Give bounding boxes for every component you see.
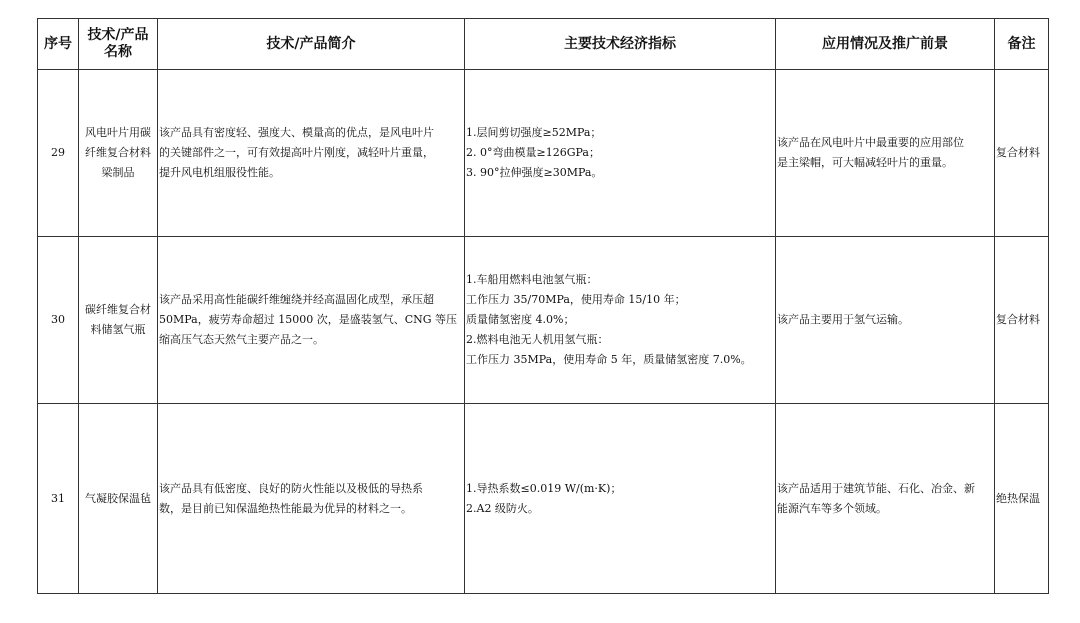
application-line: 能源汽车等多个领域。 <box>777 501 887 515</box>
header-name-line1: 技术/产品 <box>87 27 149 43</box>
indicator-line: 2.A2 级防火。 <box>466 501 539 515</box>
product-table <box>37 18 1049 594</box>
row-intro <box>158 70 465 237</box>
table-row <box>38 404 1049 594</box>
header-row <box>38 19 1049 70</box>
header-index: 序号 <box>38 19 79 70</box>
header-application: 应用情况及推广前景 <box>776 19 995 70</box>
indicator-line: 工作压力 35MPa，使用寿命 5 年，质量储氢密度 7.0%。 <box>466 353 752 366</box>
name-line: 纤维复合材料 <box>85 146 151 159</box>
indicator-line: 质量储氢密度 4.0%； <box>466 313 575 326</box>
row-name <box>79 404 158 594</box>
header-name <box>79 19 158 70</box>
header-name-line2: 名称 <box>104 44 132 60</box>
row-indicators <box>465 404 776 594</box>
intro-line: 数，是目前已知保温绝热性能最为优异的材料之一。 <box>159 501 412 515</box>
indicator-line: 1.层间剪切强度≥52MPa； <box>466 126 602 139</box>
application-line: 该产品在风电叶片中最重要的应用部位 <box>777 136 964 149</box>
table-row <box>38 237 1049 404</box>
indicator-line: 3. 90°拉伸强度≥30MPa。 <box>466 166 603 179</box>
indicator-line: 2. 0°弯曲模量≥126GPa； <box>466 146 600 159</box>
name-line: 梁制品 <box>101 166 135 179</box>
application-line: 该产品适用于建筑节能、石化、冶金、新 <box>777 481 975 495</box>
indicator-line: 2.燃料电池无人机用氢气瓶： <box>466 333 609 346</box>
intro-line: 该产品具有低密度、良好的防火性能以及极低的导热系 <box>159 481 423 495</box>
intro-line: 的关键部件之一，可有效提高叶片刚度，减轻叶片重量， <box>159 146 434 159</box>
row-note: 复合材料 <box>995 237 1049 404</box>
table-row <box>38 70 1049 237</box>
row-name <box>79 237 158 404</box>
row-intro <box>158 404 465 594</box>
intro-line: 该产品采用高性能碳纤维缠绕并经高温固化成型，承压超 <box>159 293 434 306</box>
row-name <box>79 70 158 237</box>
row-application <box>776 404 995 594</box>
application-line: 是主梁帽，可大幅减轻叶片的重量。 <box>777 156 953 169</box>
row-application <box>776 70 995 237</box>
row-index: 30 <box>38 237 79 404</box>
indicator-line: 工作压力 35/70MPa，使用寿命 15/10 年； <box>466 293 686 306</box>
application-line: 该产品主要用于氢气运输。 <box>777 313 909 326</box>
row-index: 31 <box>38 404 79 594</box>
indicator-line: 1.车船用燃料电池氢气瓶： <box>466 273 598 286</box>
header-indicators: 主要技术经济指标 <box>465 19 776 70</box>
row-application <box>776 237 995 404</box>
intro-line: 该产品具有密度轻、强度大、模量高的优点，是风电叶片 <box>159 126 434 139</box>
row-indicators <box>465 70 776 237</box>
header-note: 备注 <box>995 19 1049 70</box>
name-line: 风电叶片用碳 <box>85 126 151 139</box>
indicator-line: 1.导热系数≤0.019 W/(m·K)； <box>466 481 622 495</box>
row-index: 29 <box>38 70 79 237</box>
name-line: 碳纤维复合材 <box>85 303 151 316</box>
name-line: 气凝胶保温毡 <box>85 491 151 505</box>
intro-line: 提升风电机组服役性能。 <box>159 166 280 179</box>
row-indicators <box>465 237 776 404</box>
row-note: 绝热保温 <box>995 404 1049 594</box>
name-line: 料储氢气瓶 <box>90 323 146 336</box>
header-intro: 技术/产品简介 <box>158 19 465 70</box>
intro-line: 缩高压气态天然气主要产品之一。 <box>159 333 324 346</box>
row-intro <box>158 237 465 404</box>
intro-line: 50MPa，疲劳寿命超过 15000 次，是盛装氢气、CNG 等压 <box>159 313 458 326</box>
row-note: 复合材料 <box>995 70 1049 237</box>
